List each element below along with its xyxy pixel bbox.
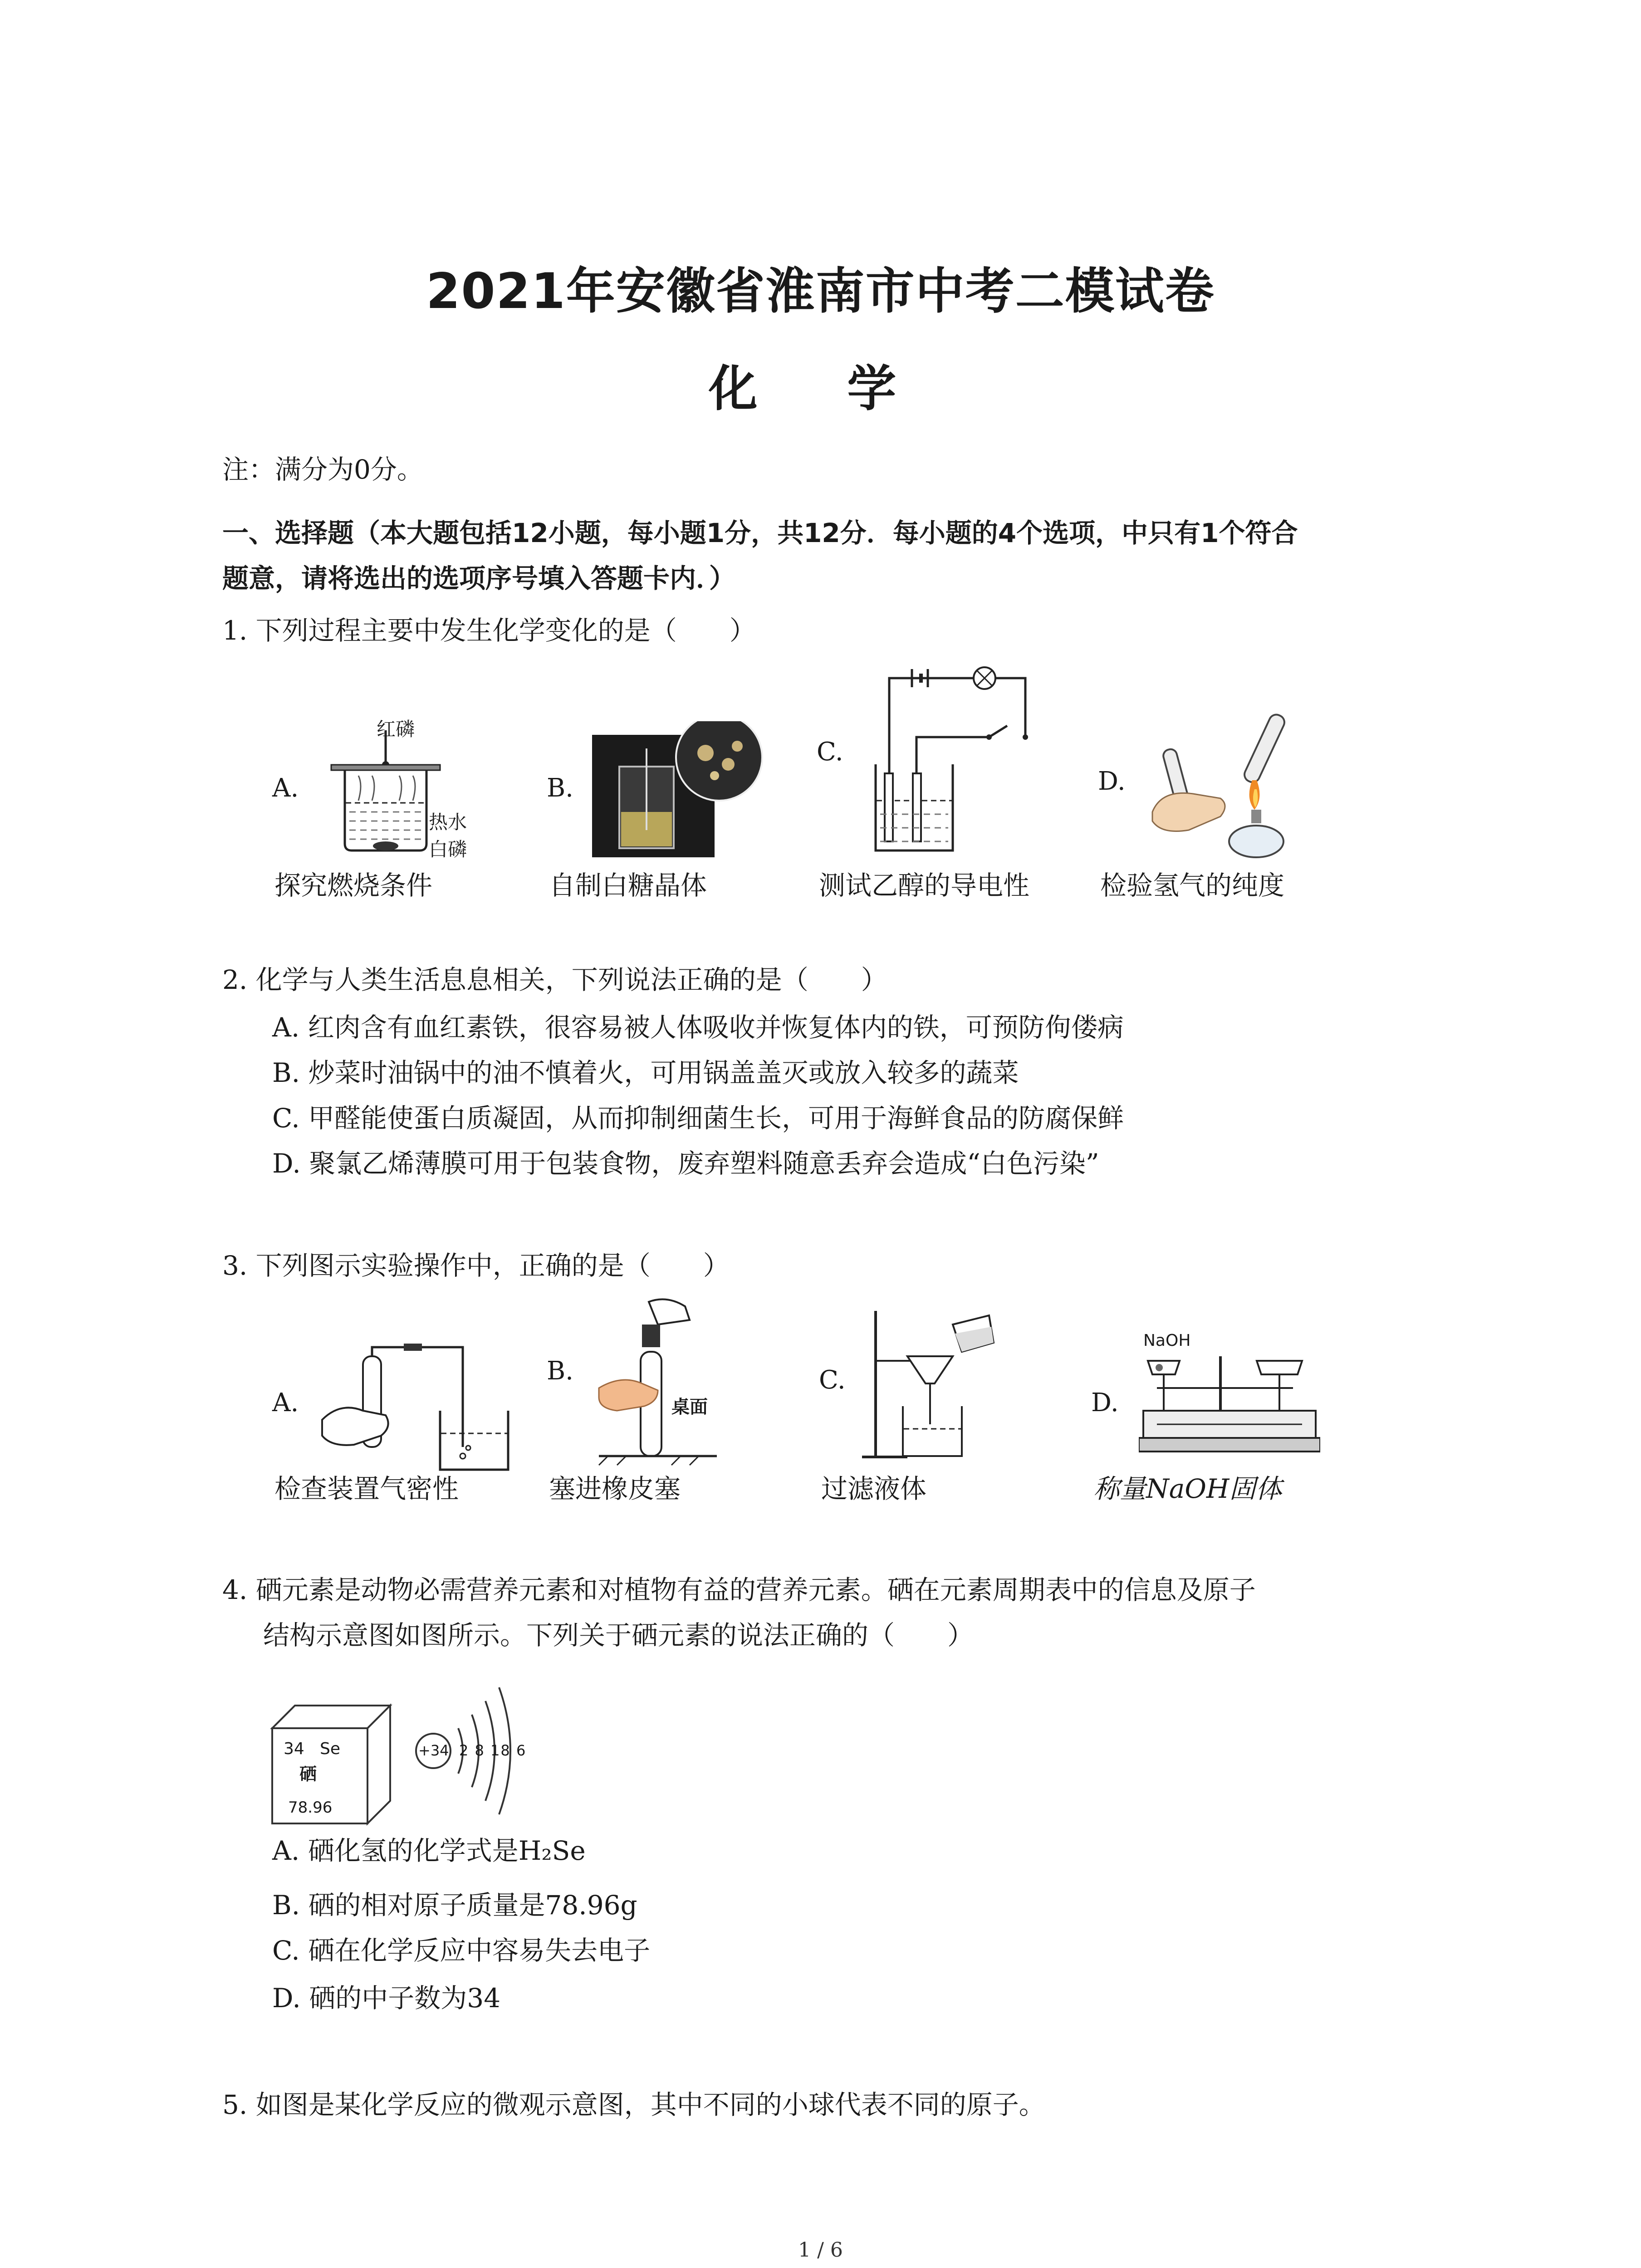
q3-figure-b-stopper [590,1293,726,1474]
q3-option-a-letter: A. [272,1388,299,1418]
q4-option-d: D. 硒的中子数为34 [272,1983,501,2014]
section-header-line1: 一、选择题（本大题包括12小题，每小题1分，共12分．每小题的4个选项，中只有1个符合 [222,518,1298,548]
selenium-atomic-number: 34 [284,1740,304,1758]
q1-figure-d-hydrogen-test [1143,708,1307,862]
q1-option-a-letter: A. [272,773,299,803]
q2-option-b: B. 炒菜时油锅中的油不慎着火，可用锅盖盖灭或放入较多的蔬菜 [272,1057,1019,1088]
q4-option-b: B. 硒的相对原子质量是78.96g [272,1890,637,1921]
exam-title: 2021年安徽省淮南市中考二模试卷 [426,263,1215,320]
q2-option-d: D. 聚氯乙烯薄膜可用于包装食物，废弃塑料随意丢弃会造成“白色污染” [272,1148,1099,1179]
page-number: 1 / 6 [798,2239,843,2262]
q1-option-c-letter: C. [817,737,843,767]
selenium-symbol: Se [320,1740,340,1758]
selenium-atomic-mass: 78.96 [288,1799,333,1817]
score-note: 注：满分为0分。 [222,454,423,485]
q3-option-d-letter: D. [1091,1388,1119,1418]
q1-option-a-caption: 探究燃烧条件 [274,870,433,901]
q2-option-c: C. 甲醛能使蛋白质凝固，从而抑制细菌生长，可用于海鲜食品的防腐保鲜 [272,1103,1124,1134]
question-1-stem: 1. 下列过程主要中发生化学变化的是（ ） [222,615,756,646]
q3-figure-d-balance [1139,1343,1320,1465]
q1-figure-c-conductivity-circuit [862,660,1053,860]
question-2-stem: 2. 化学与人类生活息息相关，下列说法正确的是（ ） [222,964,887,995]
question-5-stem: 5. 如图是某化学反应的微观示意图，其中不同的小球代表不同的原子。 [222,2089,1045,2120]
selenium-name: 硒 [299,1764,317,1784]
q1-a-label-hot-water: 热水 [429,811,467,833]
q1-option-d-caption: 检验氢气的纯度 [1100,870,1285,901]
q3-option-b-caption: 塞进橡皮塞 [549,1473,681,1504]
q3-option-c-letter: C. [819,1365,846,1395]
q3-d-label-naoh: NaOH [1143,1331,1191,1350]
q1-option-b-letter: B. [547,773,573,803]
q4-option-a: A. 硒化氢的化学式是H₂Se [272,1835,586,1866]
question-3-stem: 3. 下列图示实验操作中，正确的是（ ） [222,1250,730,1281]
q1-option-b-caption: 自制白糖晶体 [549,870,707,901]
q2-option-a: A. 红肉含有血红素铁，很容易被人体吸收并恢复体内的铁，可预防佝偻病 [272,1012,1124,1043]
q3-option-c-caption: 过滤液体 [821,1473,927,1504]
q3-option-d-caption: 称量NaOH固体 [1093,1473,1282,1504]
q1-option-d-letter: D. [1098,767,1126,796]
q3-figure-a-airtightness [313,1343,526,1474]
q3-figure-c-filtration [862,1306,1007,1465]
section-header-line2: 题意，请将选出的选项序号填入答题卡内．） [222,563,736,594]
question-4-stem-line2: 结构示意图如图所示。下列关于硒元素的说法正确的（ ） [263,1620,974,1651]
exam-subject: 化 学 [708,361,933,417]
q3-b-label-desk: 桌面 [671,1397,708,1418]
question-4-stem-line1: 4. 硒元素是动物必需营养元素和对植物有益的营养元素。硒在元素周期表中的信息及原子 [222,1574,1256,1605]
q1-a-label-red-phosphorus: 红磷 [377,718,415,740]
q1-option-c-caption: 测试乙醇的导电性 [819,870,1030,901]
q3-option-b-letter: B. [547,1356,573,1386]
q1-a-label-white-phosphorus: 白磷 [429,838,467,860]
q1-figure-b-sugar-crystal [592,721,764,857]
q3-option-a-caption: 检查装置气密性 [274,1473,459,1504]
q4-option-c: C. 硒在化学反应中容易失去电子 [272,1935,651,1966]
atom-nucleus-charge: +34 [418,1742,449,1759]
atom-electron-shells: 2 8 18 6 [459,1742,527,1759]
